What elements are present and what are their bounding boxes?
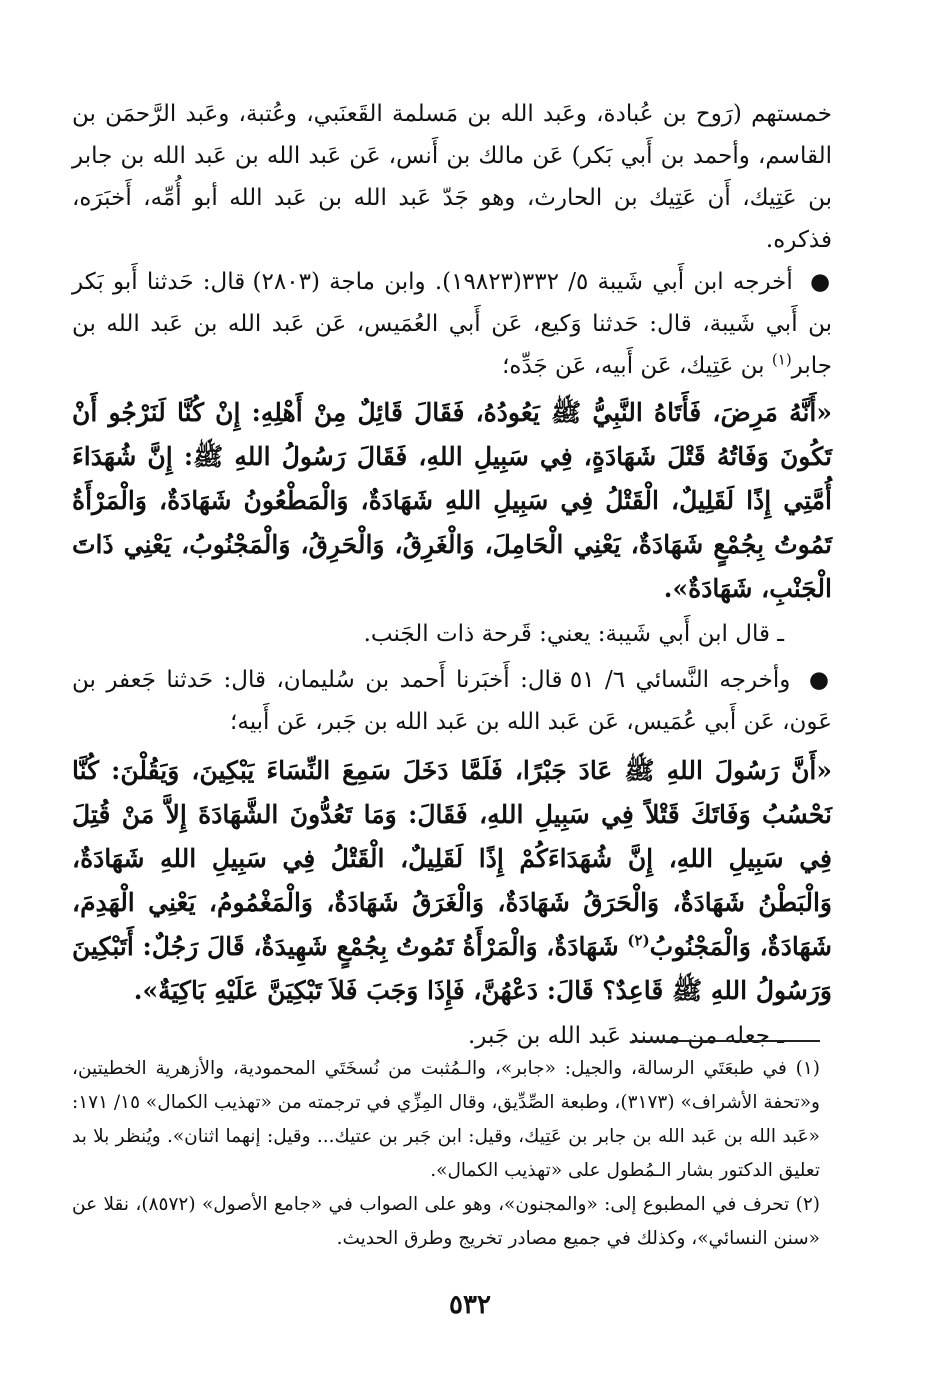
commentary-note-1: ـ قال ابن أَبي شَيبة: يعني: قَرحة ذات الجَنب.	[363, 621, 784, 647]
bullet-icon: ●	[808, 667, 833, 693]
footnote-ref-1: (١)	[771, 350, 792, 369]
narration-chain-paragraph: خمستهم (رَوح بن عُبادة، وعَبد الله بن مَسلمة القَعنَبي، وعُتبة، وعَبد الرَّحمَن بن القاسم، وأحمد بن أَبي بَكر) عَن مالك بن أَنس، عَن عَبد الله بن عَبد الله بن جابر بن عَتِيك، أَن عَتِيك بن الحارث، وهو جَدّ عَبد الله بن عَبد الله أبو أُمِّه، أَخبَرَه، فذكره.	[72, 101, 832, 253]
page-number: ٥٣٢	[449, 1290, 491, 1320]
hadith-text-2-cont: شَهَادَةٌ، وَالْمَرْأَةُ تَمُوتُ بِجُمْعٍ شَهِيدَةٌ، قَالَ رَجُلٌ: أَتَبْكِينَ وَرَسُولُ اللهِ ﷺ قَاعِدٌ؟ قَالَ: دَعْهُنَّ، فَإِذَا وَجَبَ فَلاَ تَبْكِيَنَّ عَلَيْهِ بَاكِيَةٌ».	[72, 932, 832, 1005]
takhrij-text: أخرجه ابن أَبي شَيبة ٥/ ٣٣٢(١٩٨٢٣). وابن ماجة (٢٨٠٣) قال: حَدثنا أَبو بَكر بن أَبي شَيبة، قال: حَدثنا وَكيع، عَن أَبي العُمَيس، عَن عَبد الله بن عَبد الله بن جابر	[72, 269, 832, 379]
takhrij-paragraph-nasai	[72, 659, 832, 743]
takhrij-text: وأخرجه النَّسائي ٦/ ٥١ قال: أَخبَرنا أَحمد بن سُليمان، قال: حَدثنا جَعفر بن عَون، عَن أَبي عُمَيس، عَن عَبد الله بن عَبد الله بن جَبر، عَن أَبيه؛	[72, 667, 832, 735]
footnote-2: (٢) تحرف في المطبوع إلى: «والمجنون»، وهو على الصواب في «جامع الأصول» (٨٥٧٢)، نقلا عن «سنن النسائي»، وكذلك في جميع مصادر تخريج وطرق الحديث.	[72, 1194, 820, 1249]
takhrij-text-cont: بن عَتِيك، عَن أَبيه، عَن جَدِّه؛	[502, 353, 765, 379]
takhrij-paragraph-ibn-abi-shayba	[72, 261, 832, 387]
footnote-ref-2: (٢)	[627, 931, 650, 950]
commentary-note-2: ـ جعله من مسند عَبد الله بن جَبر.	[467, 1023, 784, 1049]
footnote-divider	[632, 1040, 820, 1042]
hadith-text-1: «أَنَّهُ مَرِضَ، فَأَتَاهُ النَّبِيُّ ﷺ يَعُودُهُ، فَقَالَ قَائِلٌ مِنْ أَهْلِهِ: إِنْ كُنَّا لَنَرْجُو أَنْ تَكُونَ وَفَاتُهُ قَتْلَ شَهَادَةٍ، فِي سَبِيلِ اللهِ، فَقَالَ رَسُولُ اللهِ ﷺ: إِنَّ شُهَدَاءَ أُمَّتِي إِذًا لَقَلِيلٌ، الْقَتْلُ فِي سَبِيلِ اللهِ شَهَادَةٌ، وَالْمَطْعُونُ شَهَادَةٌ، وَالْمَرْأَةُ تَمُوتُ بِجُمْعٍ شَهَادَةٌ، يَعْنِي الْحَامِلَ، وَالْغَرِقُ، وَالْحَرِقُ، وَالْمَجْنُوبُ، يَعْنِي ذَاتَ الْجَنْبِ، شَهَادَةٌ».	[72, 398, 832, 603]
hadith-text-2-part: «أَنَّ رَسُولَ اللهِ ﷺ عَادَ جَبْرًا، فَلَمَّا دَخَلَ سَمِعَ النِّسَاءَ يَبْكِينَ، وَيَقُلْنَ: كُنَّا نَحْسُبُ وَفَاتَكَ قَتْلاً فِي سَبِيلِ اللهِ، فَقَالَ: وَمَا تَعُدُّونَ الشَّهَادَةَ إِلاَّ مَنْ قُتِلَ فِي سَبِيلِ اللهِ، إِنَّ شُهَدَاءَكُمْ إِذًا لَقَلِيلٌ، الْقَتْلُ فِي سَبِيلِ اللهِ شَهَادَةٌ، وَالْبَطْنُ شَهَادَةٌ، وَالْحَرَقُ شَهَادَةٌ، وَالْغَرَقُ شَهَادَةٌ، وَالْمَغْمُومُ، يَعْنِي الْهَدِمَ، شَهَادَةٌ، وَالْمَجْنُوبُ	[72, 756, 833, 961]
bullet-icon: ●	[810, 269, 832, 295]
main-text	[72, 93, 832, 1057]
footnote-1: (١) في طبعَتَي الرسالة، والجيل: «جابر»، والـمُثبت من نُسخَتَي المحمودية، والأزهرية الخطيتين، و«تحفة الأشراف» (٣١٧٣)، وطبعة الصِّدِّيق، وقال المِزِّي في ترجمته من «تهذيب الكمال» ١٥/ ١٧١: «عَبد الله بن عَبد الله بن جابر بن عَتِيك، وقيل: ابن جَبر بن عتيك... وقيل: إنهما اثنان». ويُنظر بلا بد تعليق الدكتور بشار الـمُطول على «تهذيب الكمال».	[72, 1058, 820, 1181]
footnotes	[72, 1052, 820, 1256]
hadith-text-2	[72, 749, 832, 1013]
